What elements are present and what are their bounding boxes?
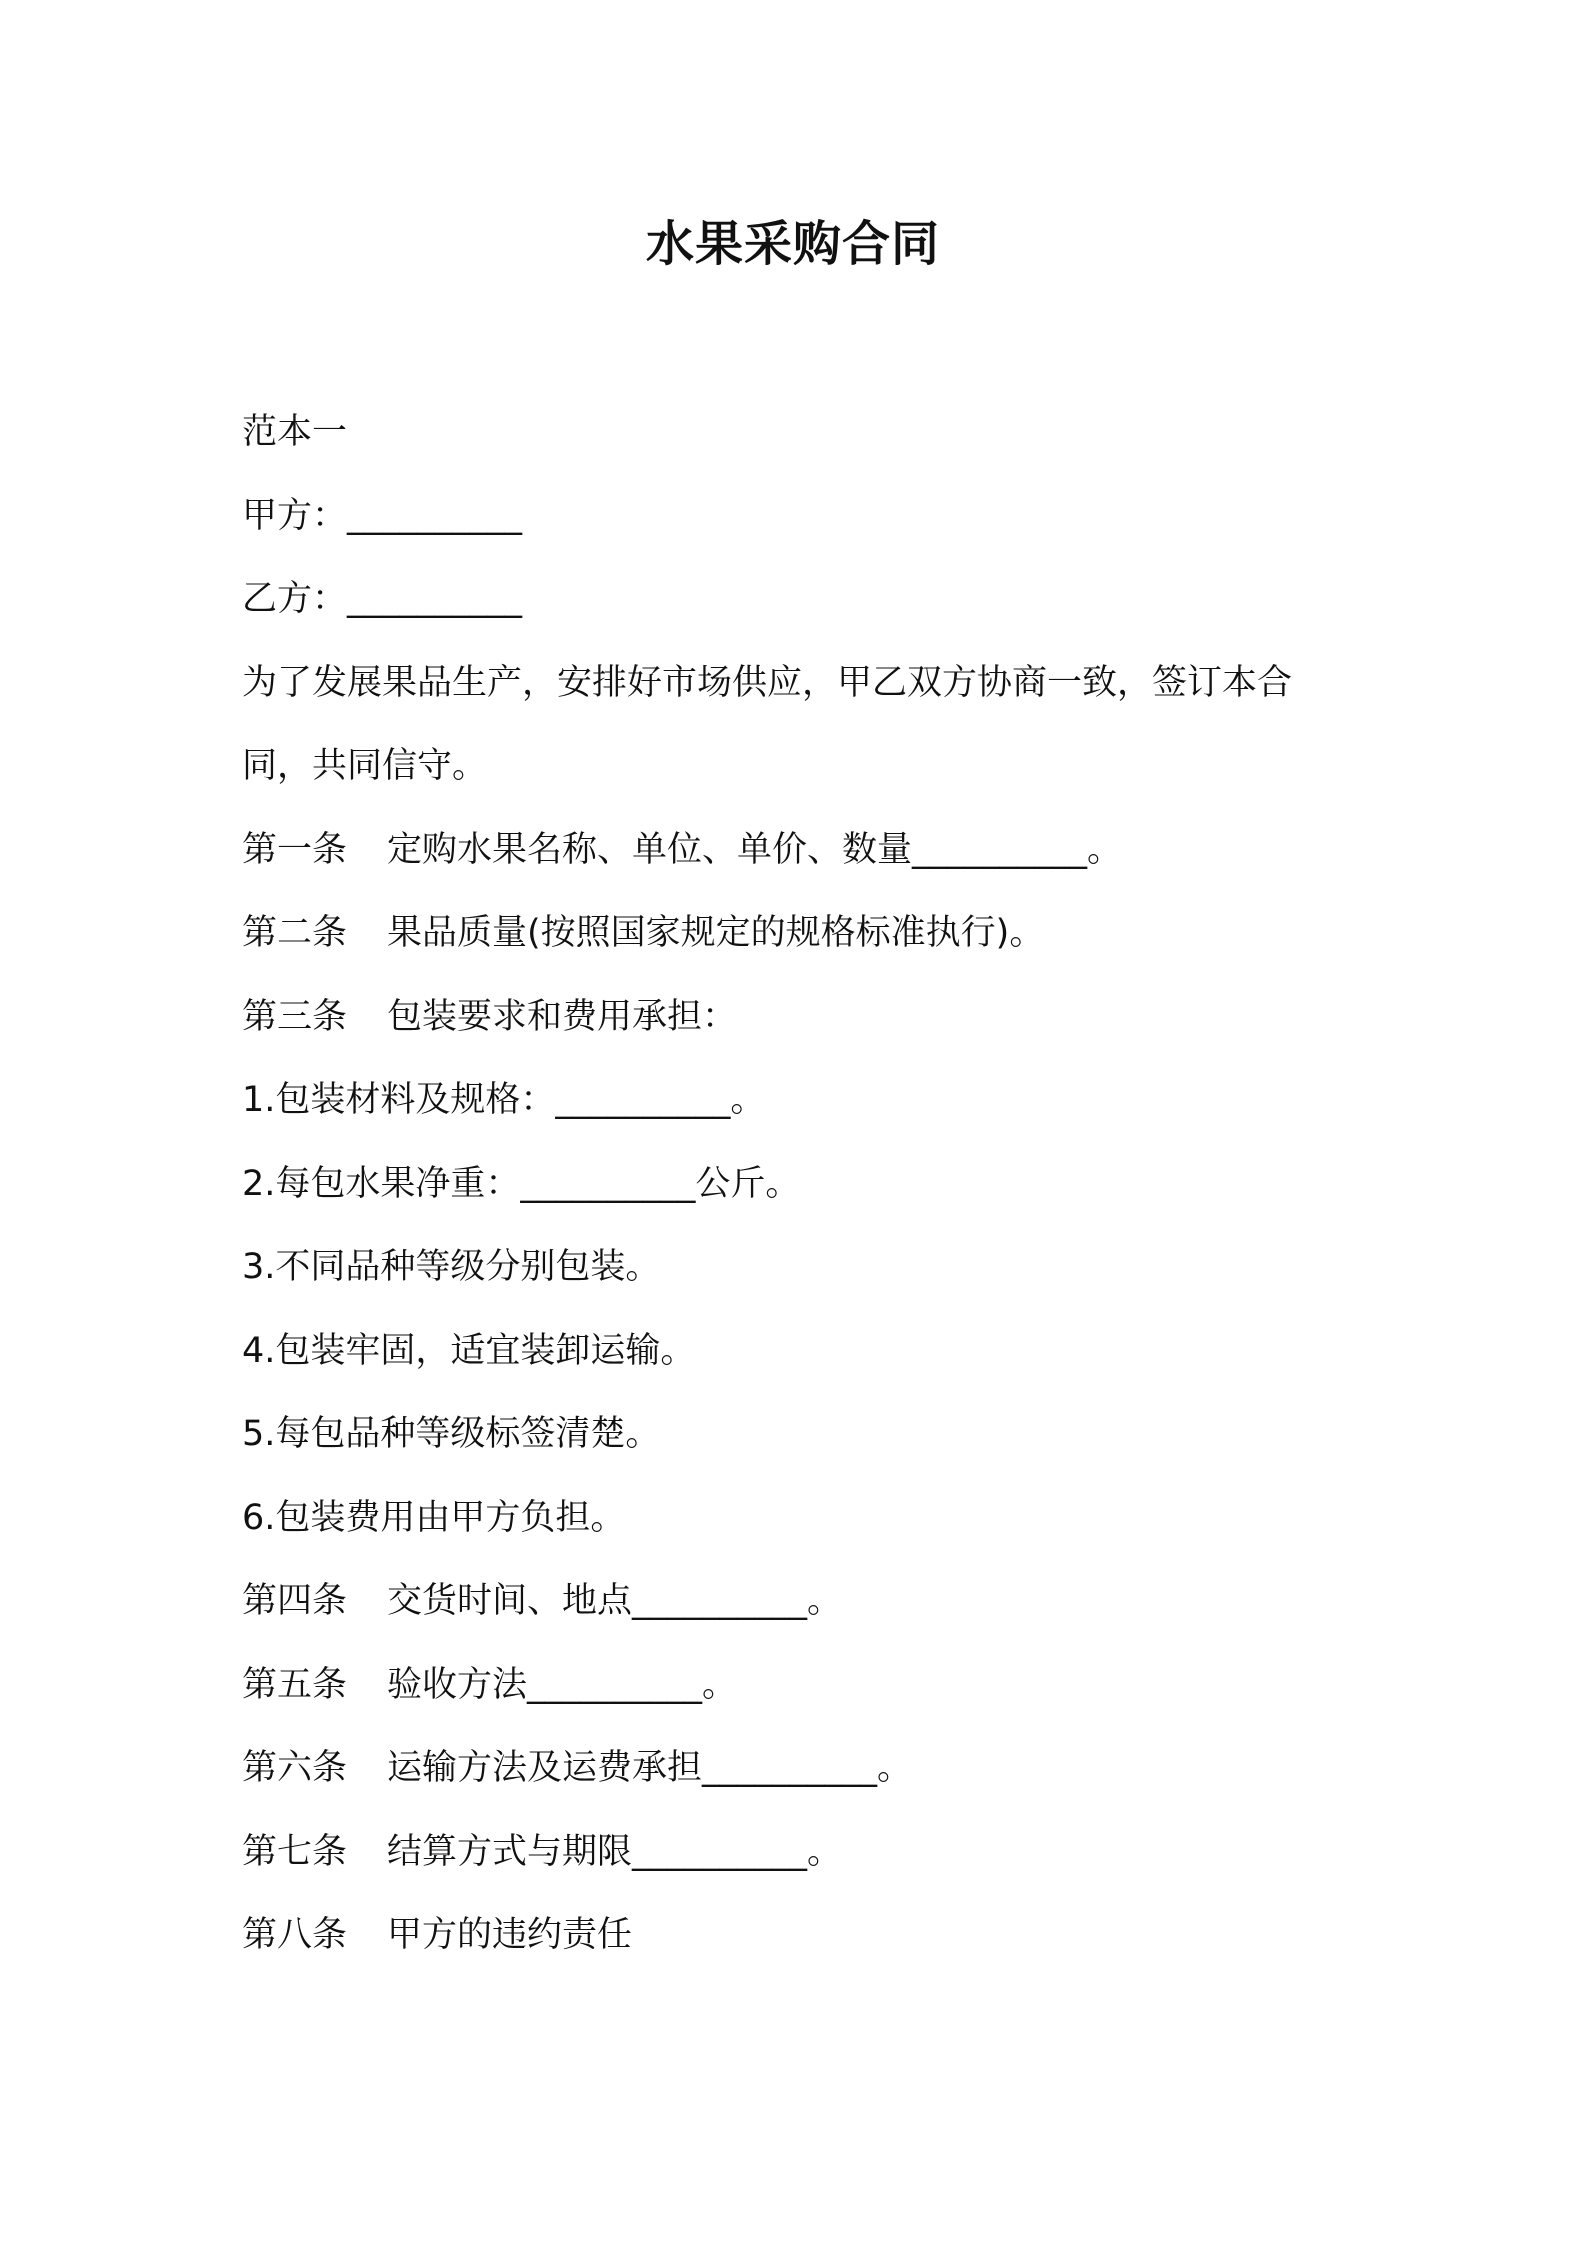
article-text: 定购水果名称、单位、单价、数量__________。 <box>387 829 1123 870</box>
preamble-line-1: 为了发展果品生产，安排好市场供应，甲乙双方协商一致，签订本合 <box>242 662 1293 703</box>
article-text: 结算方式与期限__________。 <box>387 1831 843 1872</box>
packaging-item-6: 6.包装费用由甲方负担。 <box>242 1497 626 1538</box>
article-number: 第三条 <box>242 996 348 1037</box>
article-8 <box>242 1908 1362 1992</box>
packaging-item-5: 5.每包品种等级标签清楚。 <box>242 1414 661 1454</box>
article-number: 第一条 <box>242 829 348 870</box>
article-text: 交货时间、地点__________。 <box>387 1581 843 1621</box>
article-text: 甲方的违约责任 <box>387 1915 633 1955</box>
article-number: 第六条 <box>242 1748 348 1788</box>
article-number: 第二条 <box>242 913 348 953</box>
article-text: 包装要求和费用承担： <box>387 996 738 1037</box>
article-4 <box>242 1574 1362 1658</box>
document-body <box>242 405 1362 1992</box>
article-number: 第四条 <box>242 1581 348 1621</box>
party-a-line: 甲方：__________ <box>242 495 523 536</box>
packaging-item-2: 2.每包水果净重：__________公斤。 <box>242 1163 801 1204</box>
article-2 <box>242 906 1362 990</box>
article-text: 验收方法__________。 <box>387 1664 738 1705</box>
party-b-line: 乙方：__________ <box>242 579 523 619</box>
article-number: 第五条 <box>242 1664 348 1705</box>
article-6 <box>242 1741 1362 1825</box>
article-5 <box>242 1658 1362 1742</box>
packaging-item-1: 1.包装材料及规格：__________。 <box>242 1080 766 1120</box>
template-label: 范本一 <box>242 412 348 452</box>
packaging-item-3: 3.不同品种等级分别包装。 <box>242 1247 661 1287</box>
document-title: 水果采购合同 <box>645 216 940 272</box>
article-text: 运输方法及运费承担__________。 <box>387 1748 913 1788</box>
preamble-line-2: 同，共同信守。 <box>242 746 488 786</box>
article-text: 果品质量(按照国家规定的规格标准执行)。 <box>387 913 1045 953</box>
packaging-item-4: 4.包装牢固，适宜装卸运输。 <box>242 1330 696 1371</box>
article-1 <box>242 823 1362 907</box>
article-number: 第八条 <box>242 1915 348 1955</box>
article-7 <box>242 1825 1362 1909</box>
article-number: 第七条 <box>242 1831 348 1872</box>
article-3 <box>242 990 1362 1074</box>
